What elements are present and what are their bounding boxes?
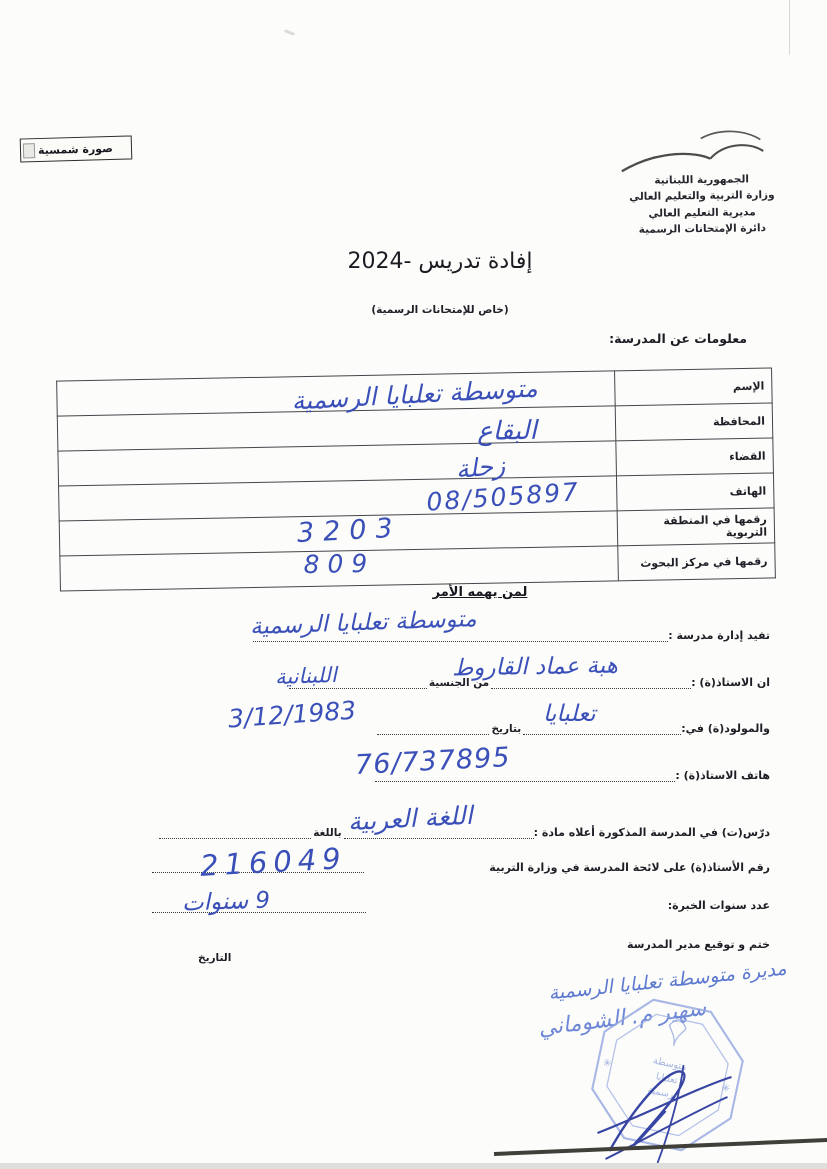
broken-image-icon bbox=[23, 143, 35, 158]
school-field-label: تفيد إدارة مدرسة : bbox=[668, 629, 770, 642]
teacher-phone-label: هاتف الاستاذ(ة) : bbox=[675, 769, 770, 782]
header-line-republic: الجمهورية اللبنانية bbox=[654, 173, 750, 187]
row-label-phone: الهاتف bbox=[616, 473, 774, 511]
handwritten-birth-date: 3/12/1983 bbox=[227, 695, 358, 734]
document-title: إفادة تدريس -2024 bbox=[347, 249, 533, 274]
row-label-district: القضاء bbox=[616, 438, 774, 476]
dotted-line bbox=[159, 825, 311, 839]
stamp-field-label: ختم و توقيع مدير المدرسة bbox=[626, 938, 770, 951]
ministry-logo-icon bbox=[615, 127, 771, 177]
handwritten-research-number: 809 bbox=[303, 548, 376, 580]
handwritten-phone: 08/505897 bbox=[425, 477, 581, 517]
school-info-heading: معلومات عن المدرسة: bbox=[609, 331, 747, 346]
date-field-label: التاريخ bbox=[198, 952, 232, 964]
handwritten-principal-name: سهير م. الشوماني bbox=[537, 995, 708, 1042]
row-label-research-number: رقمها في مركز البحوث bbox=[618, 543, 776, 581]
handwritten-region-number: 3203 bbox=[296, 512, 403, 549]
scan-bottom-edge bbox=[0, 1163, 827, 1169]
header-line-ministry: وزارة التربية والتعليم العالي bbox=[629, 189, 775, 204]
language-word-label: باللغة bbox=[313, 827, 342, 839]
handwritten-teacher-name: هبة عماد القاروط bbox=[451, 652, 619, 682]
government-header bbox=[607, 171, 798, 239]
handwritten-subject: اللغة العربية bbox=[347, 800, 474, 837]
roster-field-label: رقم الأستاذ(ة) على لائحة المدرسة في وزارة التربية bbox=[489, 861, 770, 874]
handwritten-school-name-2: متوسطة تعلبايا الرسمية bbox=[249, 606, 478, 640]
date-word-label: بتاريخ bbox=[491, 723, 522, 735]
photo-placeholder-box bbox=[20, 135, 133, 162]
row-label-governorate: المحافظة bbox=[615, 403, 773, 441]
birth-field-label: والمولود(ة) في: bbox=[681, 722, 770, 735]
handwritten-teacher-phone: 76/737895 bbox=[354, 741, 512, 782]
row-label-region-number: رقمها في المنطقة التربوية bbox=[617, 508, 775, 546]
concern-heading: لمن يهمه الأمر bbox=[432, 585, 528, 600]
handwritten-principal-title: مديرة متوسطة تعلبايا الرسمية bbox=[547, 957, 788, 1005]
scan-smudge bbox=[284, 29, 295, 36]
header-line-department: دائرة الإمتحانات الرسمية bbox=[638, 221, 767, 236]
seal-text-line1: متوسطة bbox=[652, 1055, 688, 1074]
header-line-directorate: مديرية التعليم العالي bbox=[648, 205, 756, 220]
handwritten-governorate: البقاع bbox=[476, 415, 537, 447]
handwritten-birth-place: تعلبايا bbox=[543, 701, 596, 727]
seal-text-line2: تعلبايا bbox=[654, 1071, 679, 1087]
handwritten-roster-number: 216049 bbox=[199, 841, 348, 883]
row-label-name: الإسم bbox=[615, 368, 773, 406]
school-info-table-wrapper bbox=[56, 367, 776, 591]
form-line-roster bbox=[489, 861, 770, 874]
photo-box-label: صورة شمسية bbox=[37, 141, 113, 157]
experience-field-label: عدد سنوات الخبرة: bbox=[667, 899, 770, 912]
teacher-field-label: ان الاستاذ(ة) : bbox=[691, 676, 770, 689]
handwritten-experience-years: 9 سنوات bbox=[181, 887, 271, 917]
handwritten-district: زحلة bbox=[454, 450, 507, 484]
document-subtitle: (خاص للإمتحانات الرسمية) bbox=[371, 304, 509, 316]
subject-field-label: درّس(ت) في المدرسة المذكورة أعلاه مادة : bbox=[533, 826, 770, 839]
seal-text-line3: الرسمية bbox=[646, 1084, 681, 1103]
seal-star-left: ✳ bbox=[601, 1055, 613, 1071]
dotted-line bbox=[377, 721, 489, 735]
handwritten-nationality: اللبنانية bbox=[274, 662, 338, 690]
nationality-label: من الجنسية bbox=[428, 677, 490, 689]
seal-star-right: ✳ bbox=[720, 1080, 732, 1096]
form-line-experience bbox=[668, 899, 770, 912]
handwritten-school-name: متوسطة تعلبايا الرسمية bbox=[290, 373, 539, 416]
scan-right-edge bbox=[789, 0, 790, 55]
form-line-stamp bbox=[627, 938, 770, 951]
